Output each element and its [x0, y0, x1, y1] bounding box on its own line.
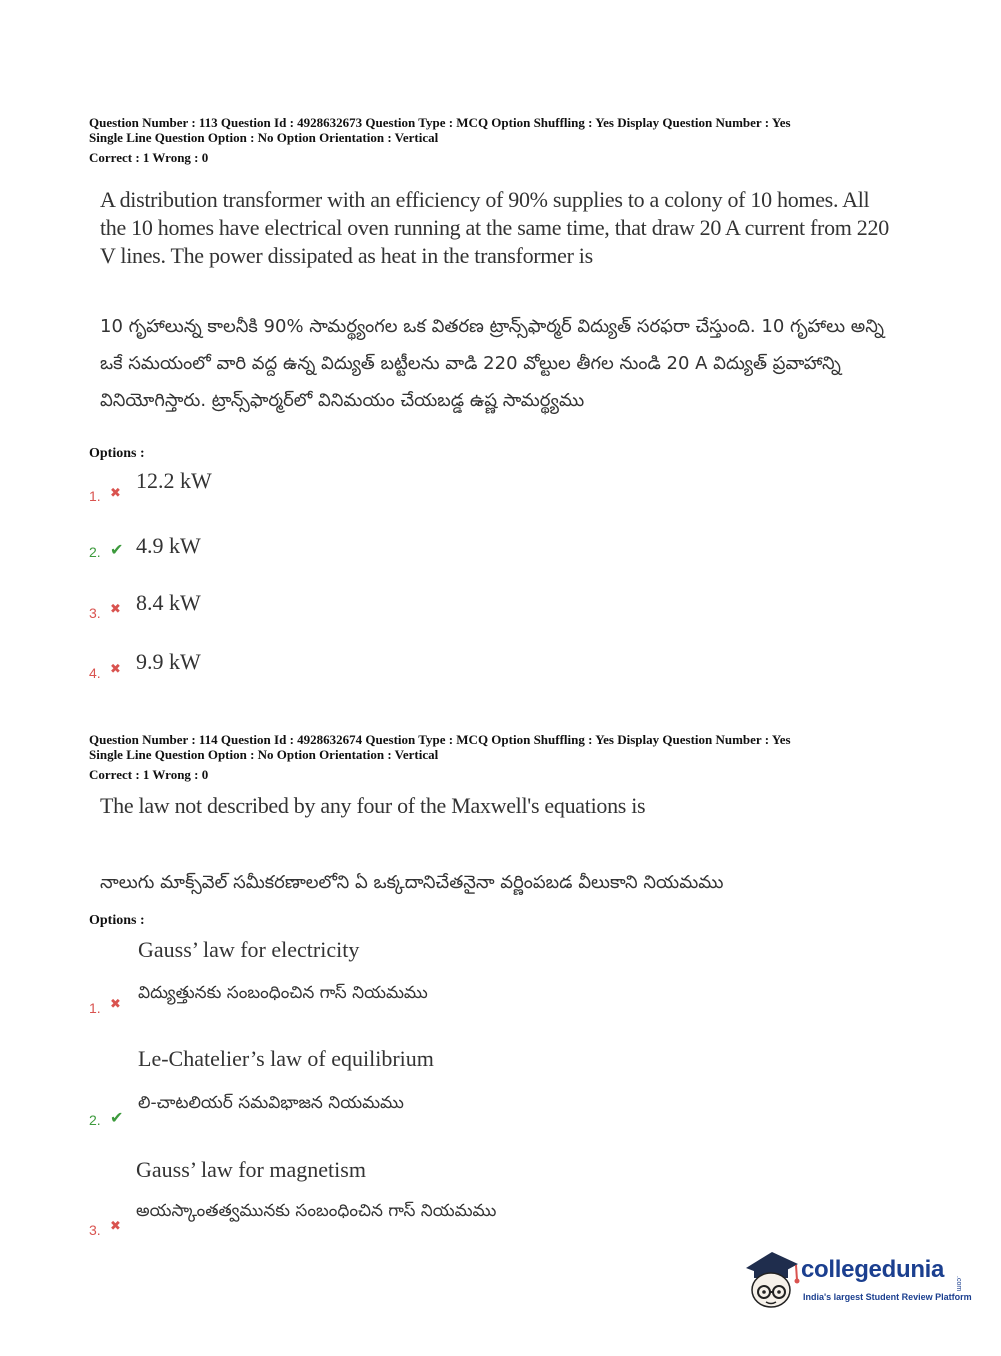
wrong-icon: ✖ [110, 602, 121, 617]
option-text: 9.9 kW [136, 649, 201, 674]
option-text-english: Gauss’ law for magnetism [136, 1157, 366, 1182]
option-text-telugu: అయస్కాంతత్వమునకు సంబంధించిన గాస్ నియమము [136, 1201, 497, 1221]
wrong-icon: ✖ [110, 997, 121, 1012]
option-text-english: Le-Chatelier’s law of equilibrium [138, 1046, 434, 1071]
question-score-line: Correct : 1 Wrong : 0 [89, 150, 209, 165]
option-text-english: Gauss’ law for electricity [138, 937, 360, 962]
options-label: Options : [89, 913, 145, 928]
wrong-icon: ✖ [110, 662, 121, 677]
question-meta-line1: Question Number : 114 Question Id : 4928632674 Question Type : MCQ Option Shuffling : Yes Display Question Number : Yes [89, 732, 791, 747]
option-number: 1. [89, 488, 101, 504]
wrong-icon: ✖ [110, 1219, 121, 1234]
question-meta-line1: Question Number : 113 Question Id : 4928632673 Question Type : MCQ Option Shuffling : Yes Display Question Number : Yes [89, 115, 791, 130]
question-score-line: Correct : 1 Wrong : 0 [89, 767, 209, 782]
option-text-telugu: విద్యుత్తునకు సంబంధించిన గాస్ నియమము [138, 983, 428, 1003]
option-number: 1. [89, 1000, 101, 1016]
option-number: 2. [89, 1112, 101, 1128]
option-text: 4.9 kW [136, 533, 201, 558]
wrong-icon: ✖ [110, 486, 121, 501]
option-number: 3. [89, 1222, 101, 1238]
collegedunia-logo [742, 1250, 972, 1310]
mascot-icon [742, 1250, 800, 1310]
option-text: 12.2 kW [136, 468, 212, 493]
logo-wordmark: collegedunia [801, 1256, 945, 1283]
question-text-telugu: 10 గృహాలున్న కాలనీకి 90% సామర్థ్యంగల ఒక వితరణ ట్రాన్స్‌ఫార్మర్ విద్యుత్ సరఫరా చేస్తుంది. 10 గృహాలు అన్ని ఒకే సమయంలో వారి వద్ద ఉన్న విద్యుత్ బట్టీలను వాడి 220 వోల్టుల తీగల నుండి 20 A విద్యుత్ ప్రవాహాన్ని వినియోగిస్తారు. ట్రాన్స్‌ఫార్మర్‌లో వినిమయం చేయబడ్డ ఉష్ణ సామర్థ్యము [100, 316, 884, 411]
check-icon: ✔ [110, 1108, 124, 1127]
option-number: 3. [89, 605, 101, 621]
question-text-english: A distribution transformer with an efficiency of 90% supplies to a colony of 10 homes. All the 10 homes have electrical oven running at the same time, that draw 20 A current from 220 V lines. The power dissipated as heat in the transformer is [100, 187, 889, 268]
option-text: 8.4 kW [136, 590, 201, 615]
question-meta-line2: Single Line Question Option : No Option Orientation : Vertical [89, 747, 439, 762]
option-text-telugu: లి-చాటలియర్ సమవిభాజన నియమము [138, 1093, 404, 1113]
options-label: Options : [89, 446, 145, 461]
question-meta-line2: Single Line Question Option : No Option Orientation : Vertical [89, 130, 439, 145]
logo-tagline: India's largest Student Review Platform [803, 1292, 972, 1302]
question-text-english: The law not described by any four of the Maxwell's equations is [100, 793, 646, 818]
logo-domain-suffix: .com [955, 1276, 962, 1292]
option-number: 2. [89, 544, 101, 560]
question-text-telugu: నాలుగు మాక్స్‌వెల్ సమీకరణాలలోని ఏ ఒక్కదానిచేతనైనా వర్ణింపబడ వీలుకాని నియమము [100, 872, 724, 893]
option-number: 4. [89, 665, 101, 681]
check-icon: ✔ [110, 540, 124, 559]
